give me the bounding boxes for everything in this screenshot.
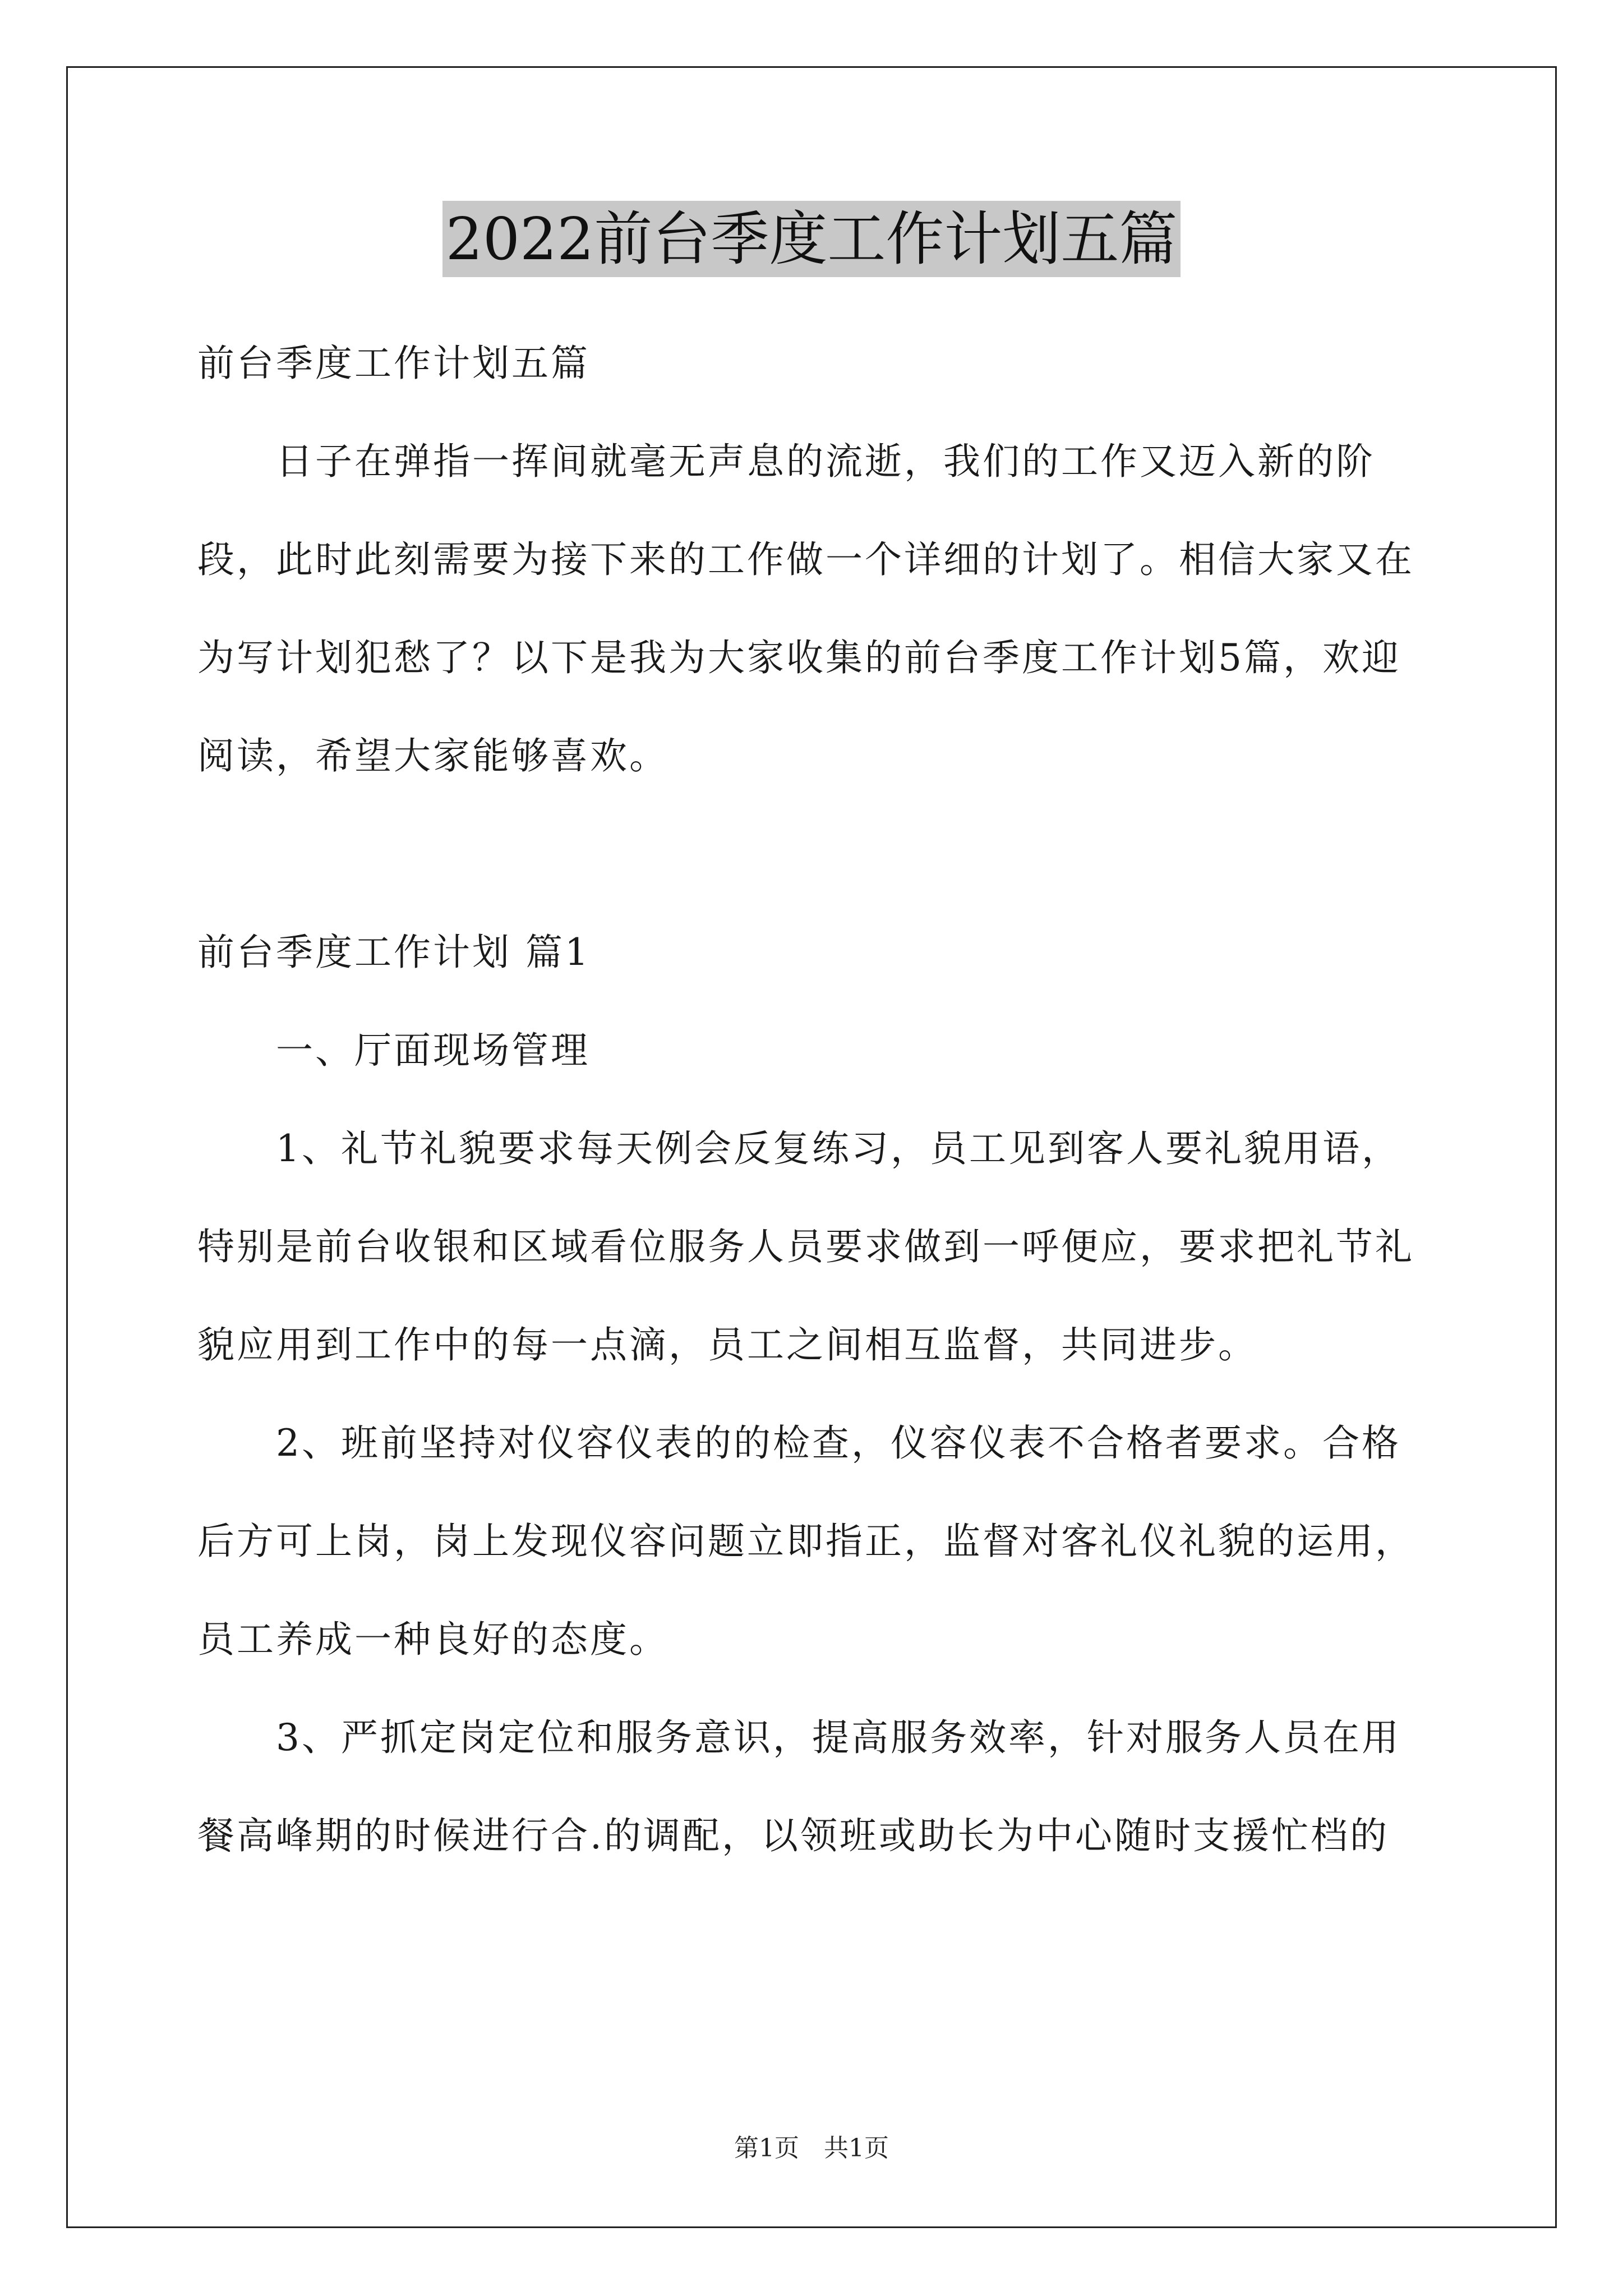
list-item: 2、班前坚持对仪容仪表的的检查，仪容仪表不合格者要求。合格后方可上岗，岗上发现仪容问题立即指正，监督对客礼仪礼貌的运用，员工养成一种良好的态度。 [197, 1421, 1414, 1661]
list-item: 1、礼节礼貌要求每天例会反复练习，员工见到客人要礼貌用语，特别是前台收银和区域看位服务人员要求做到一呼便应，要求把礼节礼貌应用到工作中的每一点滴，员工之间相互监督，共同进步。 [197, 1127, 1414, 1366]
list-item: 3、严抓定岗定位和服务意识，提高服务效率，针对服务人员在用餐高峰期的时候进行合.的调配，以领班或助长为中心随时支援忙档的 [197, 1716, 1401, 1857]
section-heading: 前台季度工作计划 篇1 [197, 931, 591, 974]
intro-paragraph: 日子在弹指一挥间就毫无声息的流逝，我们的工作又迈入新的阶段，此时此刻需要为接下来的工作做一个详细的计划了。相信大家又在为写计划犯愁了？以下是我为大家收集的前台季度工作计划5篇，欢迎阅读，希望大家能够喜欢。 [197, 440, 1414, 777]
document-title: 2022前台季度工作计划五篇 [442, 201, 1181, 277]
document-subtitle: 前台季度工作计划五篇 [197, 342, 590, 385]
title-container [0, 201, 1623, 277]
document-body [197, 314, 1437, 1885]
subsection-heading: 一、厅面现场管理 [276, 1029, 590, 1072]
page-footer: 第1页 共1页 [734, 2134, 889, 2162]
section-spacer [197, 805, 1437, 903]
